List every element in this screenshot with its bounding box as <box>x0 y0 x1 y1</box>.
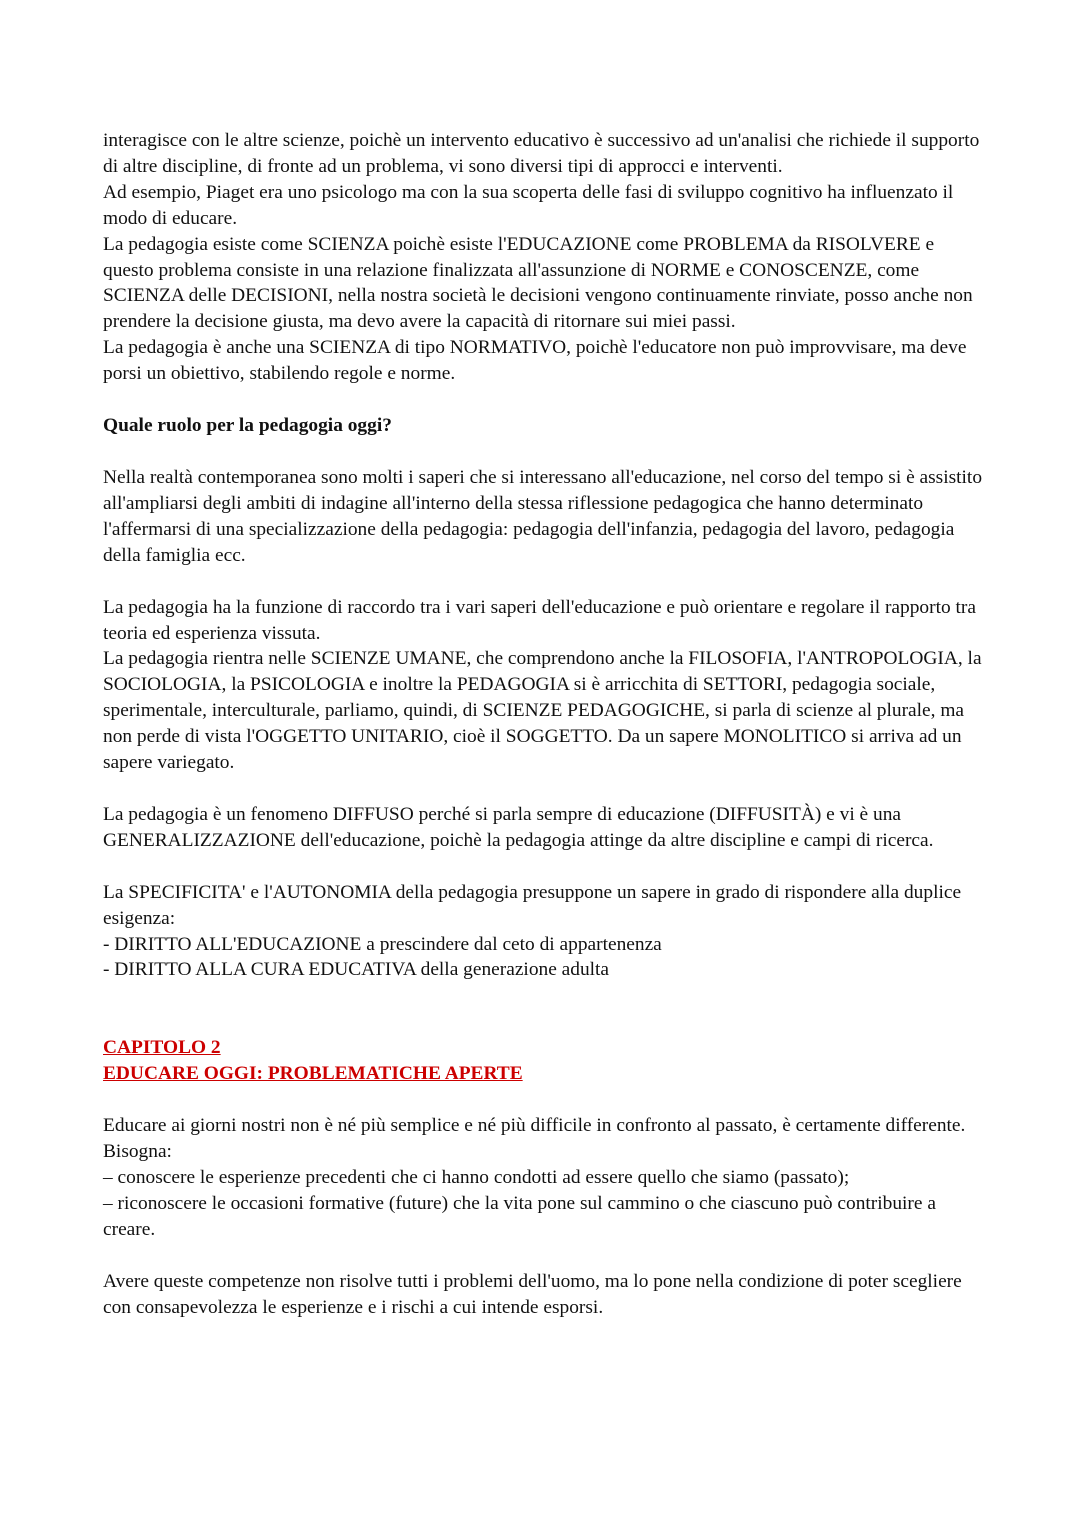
paragraph-educare-oggi: Educare ai giorni nostri non è né più semplice e né più difficile in confronto al passato, è certamente differente. Bisogna: <box>103 1115 966 1163</box>
spacer <box>103 983 983 1035</box>
paragraph-competenze: Avere queste competenze non risolve tutti i problemi dell'uomo, ma lo pone nella condizione di poter scegliere con consapevolezza le esperienze e i rischi a cui intende esporsi. <box>103 1270 962 1318</box>
document-page <box>103 128 983 1321</box>
list-item-conoscere-esperienze: – conoscere le esperienze precedenti che ci hanno condotti ad essere quello che siamo (passato); <box>103 1167 850 1188</box>
paragraph-realta-contemporanea: Nella realtà contemporanea sono molti i saperi che si interessano all'educazione, nel corso del tempo si è assistito all'ampliarsi degli ambiti di indagine all'interno della stessa riflessione pedagogica che hanno determinato l'affermarsi di una specializzazione della pedagogia: pedagogia dell'infanzia, pedagogia del lavoro, pedagogia della famiglia ecc. <box>103 466 983 566</box>
list-item-diritto-cura: - DIRITTO ALLA CURA EDUCATIVA della generazione adulta <box>103 959 610 981</box>
spacer <box>103 1243 983 1269</box>
spacer <box>103 439 983 465</box>
chapter-number: CAPITOLO 2 <box>103 1037 221 1059</box>
spacer <box>103 854 983 880</box>
spacer <box>103 1087 983 1113</box>
spacer <box>103 569 983 595</box>
list-item-diritto-educazione: - DIRITTO ALL'EDUCAZIONE a prescindere dal ceto di appartenenza <box>103 933 662 955</box>
paragraph-specificita-autonomia: La SPECIFICITA' e l'AUTONOMIA della pedagogia presuppone un sapere in grado di rispondere alla duplice esigenza: <box>103 881 962 929</box>
spacer <box>103 776 983 802</box>
paragraph-scienza-normativa: La pedagogia è anche una SCIENZA di tipo NORMATIVO, poichè l'educatore non può improvvisare, ma deve porsi un obiettivo, stabilendo regole e norme. <box>103 337 967 385</box>
paragraph-funzione-raccordo: La pedagogia ha la funzione di raccordo tra i vari saperi dell'educazione e può orientare e regolare il rapporto tra teoria ed esperienza vissuta. <box>103 596 976 644</box>
section-heading-ruolo-pedagogia: Quale ruolo per la pedagogia oggi? <box>103 415 392 437</box>
spacer <box>103 387 983 413</box>
paragraph-piaget: Ad esempio, Piaget era uno psicologo ma con la sua scoperta delle fasi di sviluppo cognitivo ha influenzato il modo di educare. <box>103 181 954 229</box>
chapter-title: EDUCARE OGGI: PROBLEMATICHE APERTE <box>103 1063 523 1085</box>
list-item-riconoscere-occasioni: – riconoscere le occasioni formative (future) che la vita pone sul cammino o che ciascuno può contribuire a creare. <box>103 1192 936 1240</box>
paragraph-fenomeno-diffuso: La pedagogia è un fenomeno DIFFUSO perché si parla sempre di educazione (DIFFUSITÀ) e vi è una GENERALIZZAZIONE dell'educazione, poichè la pedagogia attinge da altre discipline e campi di ricerca. <box>103 803 934 851</box>
paragraph-scienze-umane: La pedagogia rientra nelle SCIENZE UMANE, che comprendono anche la FILOSOFIA, l'ANTROPOLOGIA, la SOCIOLOGIA, la PSICOLOGIA e inoltre la PEDAGOGIA si è arricchita di SETTORI, pedagogia sociale, sperimentale, interculturale, parliamo, quindi, di SCIENZE PEDAGOGICHE, si parla di scienze al plurale, ma non perde di vista l'OGGETTO UNITARIO, cioè il SOGGETTO. Da un sapere MONOLITICO si arriva ad un sapere variegato. <box>103 648 982 774</box>
paragraph-pedagogia-scienza: La pedagogia esiste come SCIENZA poichè esiste l'EDUCAZIONE come PROBLEMA da RISOLVERE e questo problema consiste in una relazione finalizzata all'assunzione di NORME e CONOSCENZE, come SCIENZA delle DECISIONI, nella nostra società le decisioni vengono continuamente rinviate, posso anche non prendere la decisione giusta, ma devo avere la capacità di ritornare sui miei passi. <box>103 233 973 333</box>
paragraph-interazione-scienze: interagisce con le altre scienze, poichè un intervento educativo è successivo ad un'analisi che richiede il supporto di altre discipline, di fronte ad un problema, vi sono diversi tipi di approcci e interventi. <box>103 130 980 177</box>
